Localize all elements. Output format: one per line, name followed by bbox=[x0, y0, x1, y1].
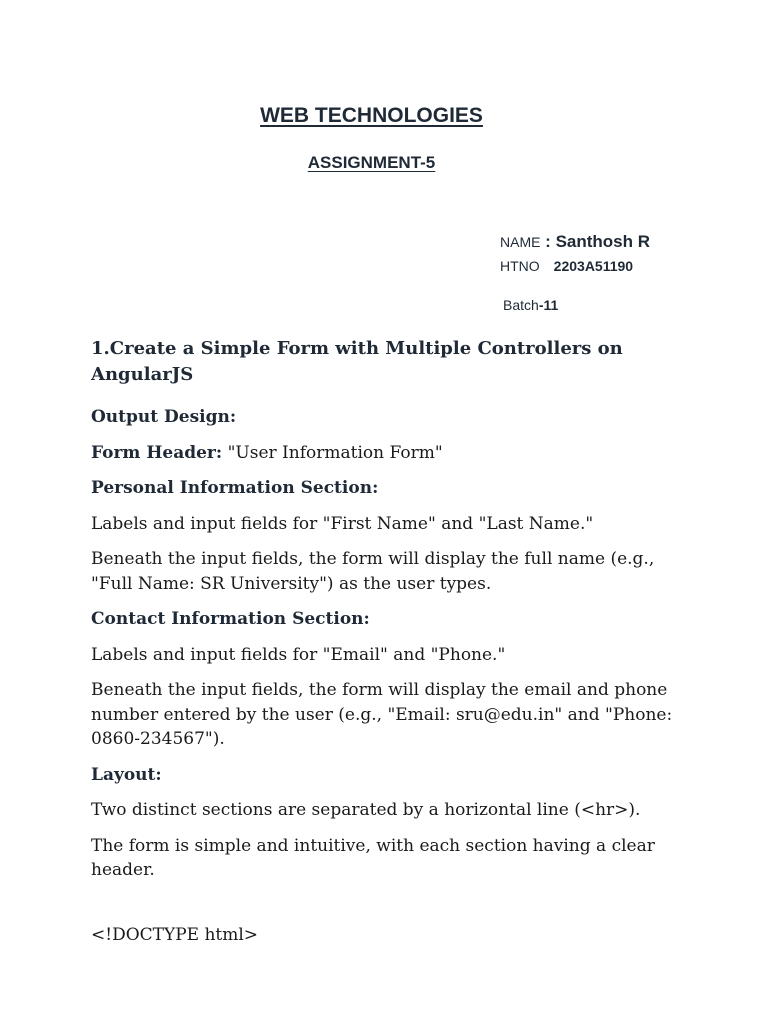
personal-display-text: Beneath the input fields, the form will display the full name (e.g., "Full Name: SR University") as the user types. bbox=[91, 549, 655, 594]
layout-heading: Layout: bbox=[91, 764, 162, 785]
student-name bbox=[500, 232, 650, 252]
question-title: 1.Create a Simple Form with Multiple Controllers on AngularJS bbox=[91, 338, 623, 385]
contact-fields-text: Labels and input fields for "Email" and "Phone." bbox=[91, 644, 506, 665]
name-label: NAME bbox=[500, 234, 541, 250]
student-htno bbox=[500, 258, 633, 276]
layout-text-2: The form is simple and intuitive, with each section having a clear header. bbox=[91, 835, 655, 880]
form-header-line bbox=[91, 441, 691, 466]
contact-info-heading: Contact Information Section: bbox=[91, 609, 370, 629]
personal-info-heading: Personal Information Section: bbox=[91, 478, 379, 498]
contact-display-text: Beneath the input fields, the form will display the email and phone number entered by the user (e.g., "Email: sru@edu.in" and "Phone: 0860-234567"). bbox=[91, 680, 673, 749]
batch-value: -11 bbox=[538, 297, 559, 313]
output-design-heading: Output Design: bbox=[91, 407, 237, 427]
code-doctype-line: <!DOCTYPE html> bbox=[91, 924, 259, 945]
batch-label: Batch bbox=[503, 297, 539, 313]
htno-label: HTNO bbox=[500, 258, 540, 274]
form-header-value: "User Information Form" bbox=[222, 442, 443, 463]
document-title: WEB TECHNOLOGIES bbox=[260, 104, 483, 127]
layout-text-1: Two distinct sections are separated by a horizontal line (<hr>). bbox=[91, 800, 641, 820]
name-value: Santhosh R bbox=[555, 232, 651, 251]
personal-fields-text: Labels and input fields for "First Name" and "Last Name." bbox=[91, 513, 594, 534]
htno-value: 2203A51190 bbox=[553, 258, 634, 274]
form-header-label: Form Header: bbox=[91, 442, 223, 463]
name-separator: : bbox=[540, 232, 556, 251]
assignment-title: ASSIGNMENT-5 bbox=[307, 153, 436, 172]
question-body bbox=[91, 336, 691, 947]
student-batch bbox=[503, 297, 558, 315]
